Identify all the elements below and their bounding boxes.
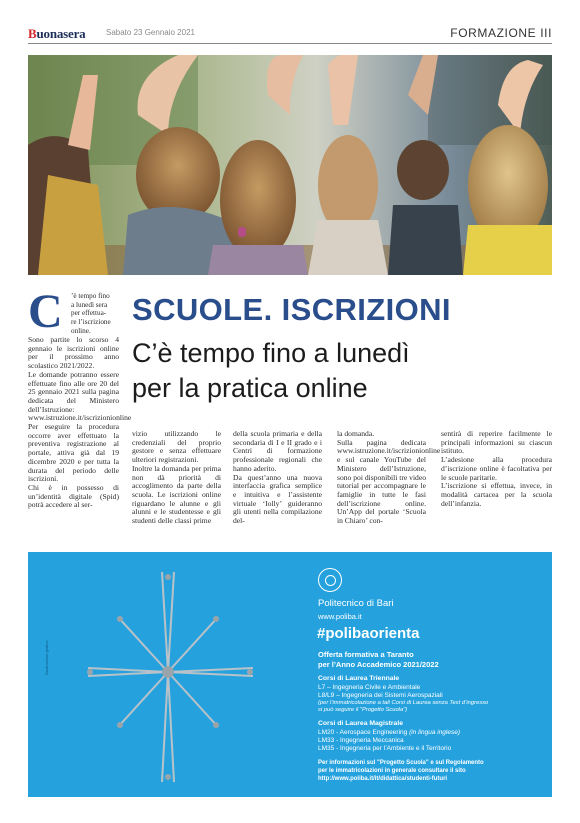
article-column-5: sentirà di reperire facilmente le principali informazioni su ciascun istituto. L’adesione alla procedura d’iscrizione online è facoltativa per le scuole paritarie. L’iscrizione si effettua, invece, in modalità cartacea per la scuola dell’infanzia. [441, 429, 552, 508]
ad-url[interactable]: www.poliba.it [318, 612, 362, 621]
ad-offer-line-2: per l’Anno Accademico 2021/2022 [318, 660, 439, 669]
ad-triennale-heading: Corsi di Laurea Triennale [318, 675, 400, 682]
compass-star-graphic [28, 552, 328, 797]
ad-info-line-1: Per informazioni sul "Progetto Scuola" e sul Regolamento [318, 760, 484, 766]
header-rule [28, 43, 552, 44]
page-header [28, 26, 552, 42]
ad-hashtag: #polibaorienta [317, 625, 420, 642]
ad-offer-line-1: Offerta formativa a Taranto [318, 650, 414, 659]
article-column-3: della scuola primaria e della secondaria di I e II grado e i Centri di formazione professionale regionali che hanno aderito. Da quest’anno una nuova interfaccia grafica semplice e intuitiva e l’assistente virtuale ‘Iolly’ guideranno gli utenti nella compilazione del- [233, 429, 322, 526]
ad-triennale-note-2: si può seguire il "Progetto Scuola") [318, 707, 408, 713]
issue-date: Sabato 23 Gennaio 2021 [106, 28, 195, 37]
ad-triennale-course-1: L7 – Ingegneria Civile e Ambientale [318, 684, 421, 691]
article-column-4: la domanda. Sulla pagina dedicata www.istruzione.it/iscrizionionline e sul canale YouTube del Ministero dell’Istruzione, sono poi disponibili tre video tutorial per accompagnare le famiglie in tutte le fasi dell’iscrizione online. Un’App del portale ‘Scuola in Chiaro’ con- [337, 429, 441, 526]
ad-institution: Politecnico di Bari [318, 598, 394, 609]
classroom-photo [28, 55, 552, 275]
drop-cap: C [28, 285, 63, 338]
ad-triennale-note-1: (per l’immatricolazione a tali Corsi di Laurea senza Test d’ingresso [318, 700, 489, 706]
ad-magistrale-course-1: LM20 - Aerospace Engineering (in lingua inglese) [318, 729, 461, 736]
ad-info-link[interactable]: http://www.poliba.it/it/didattica/studenti-futuri [318, 776, 448, 782]
ad-magistrale-heading: Corsi di Laurea Magistrale [318, 720, 403, 727]
ad-triennale-course-2: L8/L9 – Ingegneria dei Sistemi Aerospaziali [318, 692, 443, 699]
ad-info-line-2: per le immatricolazioni in generale consultare il sito [318, 768, 466, 774]
subheadline: C’è tempo fino a lunedì per la pratica online [132, 338, 410, 403]
article-lead: ’è tempo fino a lunedì sera per effettua- re l’iscrizione online. [71, 292, 111, 335]
ad-magistrale-course-2: LM33 - Ingegneria Meccanica [318, 737, 404, 744]
poliba-emblem-icon [318, 568, 342, 592]
ad-magistrale-course-3: LM35 - Ingegneria per l’Ambiente e il Territorio [318, 745, 452, 752]
article-column-2: vizio utilizzando le credenziali del proprio gestore e senza effettuare ulteriori registrazioni. Inoltre la domanda per prima non dà priorità di accoglimento da parte della scuola. Le iscrizioni online riguardano le alunne e gli alunni e le studentesse e gli studenti delle classi prime [132, 429, 221, 526]
article-column-1: Sono partite lo scorso 4 gennaio le iscrizioni online per il prossimo anno scolastico 2021/2022. Le domande potranno essere effettuate fino alle ore 20 del 25 gennaio 2021 sulla pagina dedicata del Ministero dell’Istruzione: www.istruzione.it/iscrizionionline Per eseguire la procedura occorre aver effettuato la preventiva registrazione al portale, attiva già dal 19 dicembre 2020 e per tutta la durata del periodo delle iscrizioni. Chi è in possesso di un’identità digitale (Spid) potrà accedere al ser- [28, 335, 132, 510]
ad-side-credit: Illustrazione grafica [44, 640, 49, 675]
newspaper-logo: Buonasera [28, 26, 86, 41]
headline: SCUOLE. ISCRIZIONI [132, 292, 451, 327]
section-label: FORMAZIONE III [450, 26, 552, 40]
